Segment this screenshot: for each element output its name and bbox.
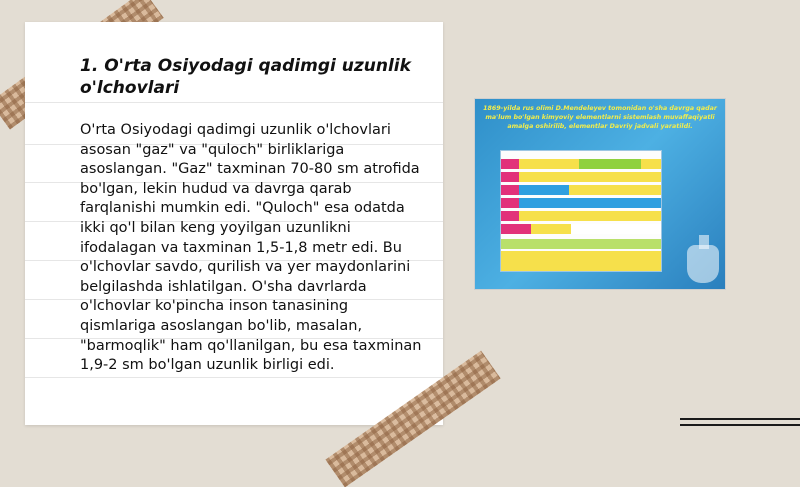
flask-icon xyxy=(687,245,719,283)
figure-caption: 1869-yilda rus olimi D.Mendeleyev tomonidan o'sha davrga qadar ma'lum bo'lgan kimyoviy elementlarni sistemlash muvaffaqiyatli amalga oshirilib, elementlar Davriy jadvali yaratildi. xyxy=(483,105,717,130)
periodic-table-graphic xyxy=(501,151,661,271)
decorative-lines xyxy=(680,418,800,432)
slide-title: 1. O'rta Osiyodagi qadimgi uzunlik o'lchovlari xyxy=(80,56,411,98)
paper-rule xyxy=(25,377,443,378)
periodic-table-image xyxy=(475,99,725,289)
paper-rule xyxy=(25,102,443,103)
slide-body-text: O'rta Osiyodagi qadimgi uzunlik o'lchovlari asosan "gaz" va "quloch" birliklariga asoslangan. "Gaz" taxminan 70-80 sm atrofida bo'lgan, lekin hudud va davrga qarab farqlanishi mumkin edi. "Quloch" esa odatda ikki qo'l bilan keng yoyilgan uzunlikni ifodalagan va taxminan 1,5-1,8 metr edi. Bu o'lchovlar savdo, qurilish va yer maydonlarini belgilashda ishlatilgan. O'sha davrlarda o'lchovlar ko'pincha inson tanasining qismlariga asoslangan bo'lib, masalan, "barmoqlik" ham qo'llanilgan, bu esa taxminan 1,9-2 sm bo'lgan uzunlik birligi edi. xyxy=(80,122,422,374)
